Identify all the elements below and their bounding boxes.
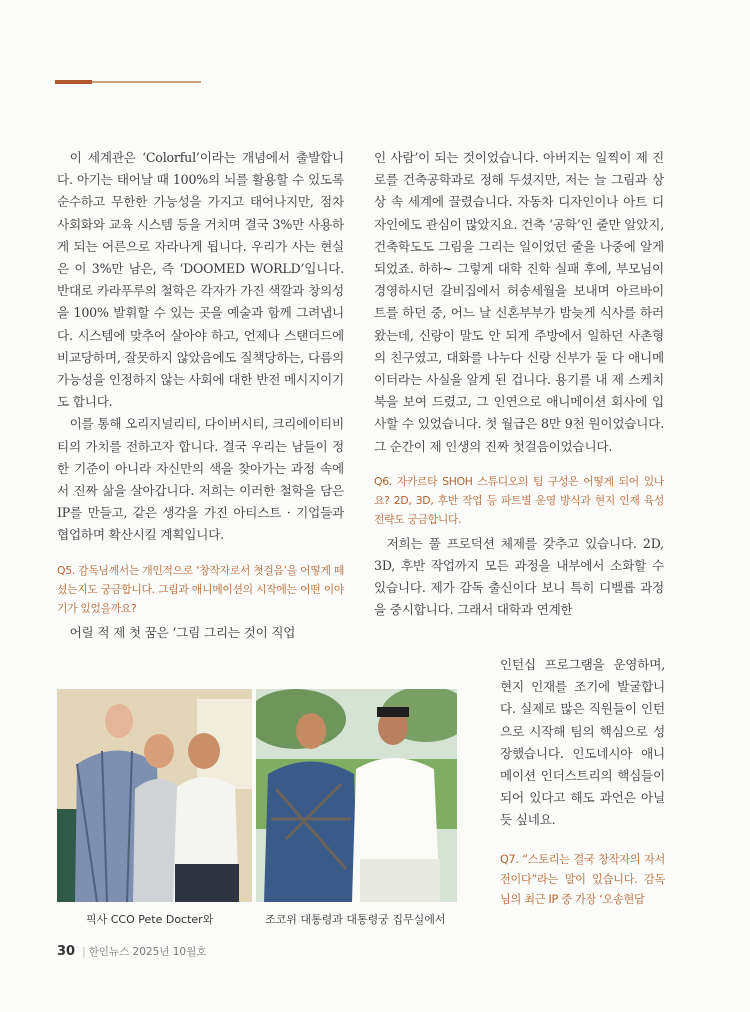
publication-name: 한인뉴스 2025년 10월호 <box>88 946 207 958</box>
question-5: Q5. 감독님께서는 개인적으로 ‘창작자로서 첫걸음’을 어떻게 떼셨는지도 궁금합니다. 그림과 애니메이션의 시작에는 어떤 이야기가 있었을까요? <box>57 563 344 615</box>
question-7: Q7. “스토리는 결국 창작자의 자서전이다”라는 말이 있습니다. 감독님의 최근 IP 중 가장 ‘오송현답 <box>500 852 665 906</box>
footer-divider: | <box>82 946 86 958</box>
top-decorative-rule <box>55 81 201 83</box>
left-column <box>57 147 344 644</box>
right-paragraph-2-continued: 인턴십 프로그램을 운영하며, 현지 인재를 조기에 발굴합니다. 실제로 많은 직원들이 인턴으로 시작해 팀의 핵심으로 성장했습니다. 인도네시아 애니메이션 인더스트리의 핵심들이 되어 있다고 해도 과언은 아닐 듯 싶네요. <box>500 657 665 828</box>
question-6: Q6. 자카르타 SHOH 스튜디오의 팀 구성은 어떻게 되어 있나요? 2D, 3D, 후반 작업 등 파트별 운영 방식과 현지 인재 육성 전략도 궁금합니다. <box>374 474 664 526</box>
photo-caption-1: 픽사 CCO Pete Docter와 <box>86 913 214 926</box>
left-paragraph-1: 이 세계관은 ‘Colorful’이라는 개념에서 출발합니다. 아기는 태어날 때 100%의 뇌를 활용할 수 있도록 순수하고 무한한 가능성을 가지고 태어나지만, 점차 사회화와 교육 시스템 등을 거치며 결국 3%만 사용하게 되는 어른으로 자라나게 됩니다. 우리가 사는 현실은 이 3%만 남은, 즉 ‘DOOMED WORLD’입니다. 반대로 카라푸루의 철학은 각자가 가진 색깔과 창의성을 100% 발휘할 수 있는 곳을 예술과 함께 그려냅니다. 시스템에 맞추어 살아야 하고, 언제나 스탠더드에 비교당하며, 잘못하지 않았음에도 질책당하는, 다름의 가능성을 인정하지 않는 사회에 대한 반전 메시지이기도 합니다. <box>57 150 344 410</box>
right-column-wrapped <box>500 654 665 910</box>
page-footer <box>57 944 206 959</box>
photo-illustration-2 <box>256 689 457 902</box>
photo-jokowi <box>256 689 457 902</box>
right-paragraph-2: 저희는 풀 프로덕션 체제를 갖추고 있습니다. 2D, 3D, 후반 작업까지 모든 과정을 내부에서 소화할 수 있습니다. 제가 감독 출신이다 보니 특히 디벨롭 과정을 중시합니다. 그래서 대학과 연계한 <box>374 535 664 618</box>
right-column <box>374 147 664 622</box>
left-paragraph-3: 어릴 적 제 첫 꿈은 ‘그림 그리는 것이 직업 <box>69 624 296 640</box>
photo-pete-docter <box>57 689 252 902</box>
rule-accent <box>55 80 92 84</box>
left-paragraph-2: 이를 통해 오리지널리티, 다이버시티, 크리에이티비티의 가치를 전하고자 합니다. 결국 우리는 남들이 정한 기준이 아니라 자신만의 색을 찾아가는 과정 속에서 진짜 삶을 살아갑니다. 저희는 이러한 철학을 담은 IP를 만들고, 같은 생각을 가진 아티스트 · 기업들과 협업하며 확산시킬 계획입니다. <box>57 416 344 543</box>
photo-caption-2: 조코위 대통령과 대통령궁 집무실에서 <box>265 913 446 926</box>
right-paragraph-1: 인 사람’이 되는 것이었습니다. 아버지는 일찍이 제 진로를 건축공학과로 정해 두셨지만, 저는 늘 그림과 상상 속 세계에 끌렸습니다. 자동차 디자인이나 아트 디자인에도 관심이 많았지요. 건축 ‘공학’인 줄만 알았지, 건축학도도 그림을 그리는 일이었던 줄을 나중에 알게 되었죠. 하하~ 그렇게 대학 진학 실패 후에, 부모님이 경영하시던 갈비집에서 허송세월을 보내며 아르바이트를 하던 중, 어느 날 신혼부부가 밤늦게 식사를 하러 왔는데, 신랑이 말도 안 되게 주방에서 일하던 사촌형의 친구였고, 대화를 나누다 신랑 신부가 둘 다 애니메이터라는 사실을 알게 된 겁니다. 용기를 내 제 스케치북을 보여 드렸고, 그 인연으로 애니메이션 회사에 입사할 수 있었습니다. 첫 월급은 8만 9천 원이었습니다. 그 순간이 제 인생의 진짜 첫걸음이었습니다. <box>374 150 664 454</box>
page-number: 30 <box>57 944 76 959</box>
photo-illustration <box>57 689 252 902</box>
